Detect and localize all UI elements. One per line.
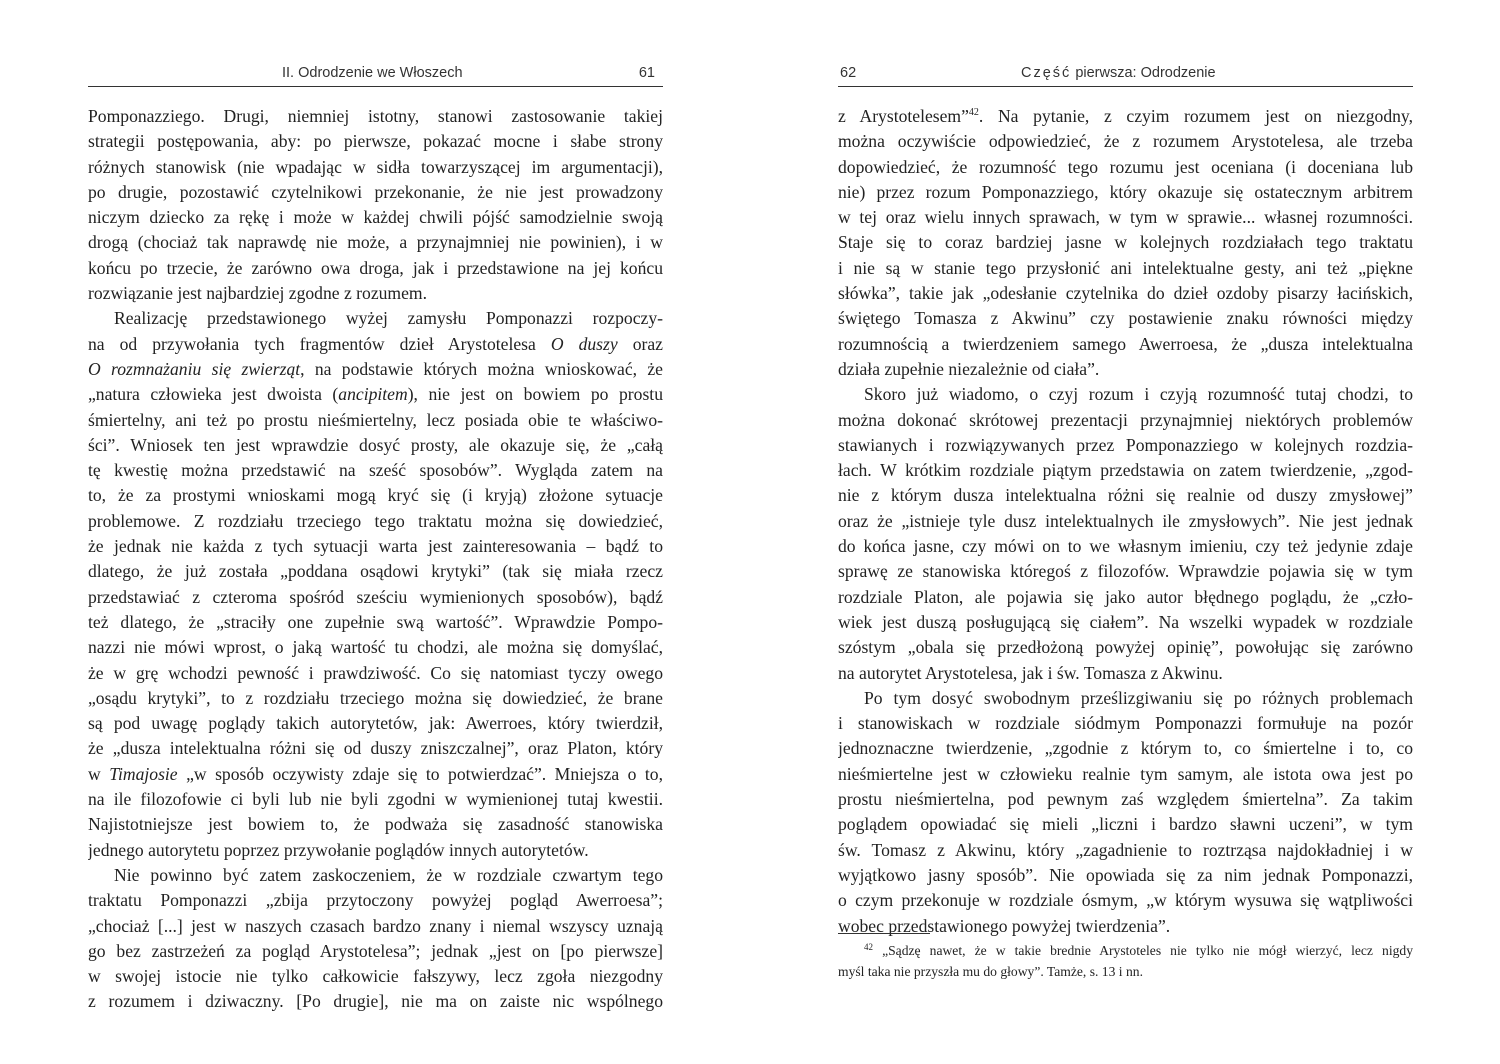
text-line: drogą (chociaż tak naprawdę nie może, a przynajmniej nie powinien), i w [88, 232, 663, 253]
text-line: „osądu krytyki”, to z rozdziału trzeciego można się dowiedzieć, że brane [88, 687, 663, 708]
text-line [838, 104, 1413, 129]
text-run: ), nie jest on bowiem po prostu [407, 384, 663, 405]
footnote-reference: 42 [968, 107, 979, 118]
text-line: dopowiedzieć, że rozumność tego rozumu jest oceniana (i doceniana lub [838, 156, 1413, 177]
text-run: w [88, 763, 110, 784]
text-line [88, 357, 663, 382]
text-line: rozumnością a twierdzeniem samego Awerroesa, że „dusza intelektualna [838, 333, 1413, 354]
text-line: sprawę ze stanowiska któregoś z filozofów. Wprawdzie pojawia się w tym [838, 561, 1413, 582]
text-line: wiek jest duszą posługującą się ciałem”. Na wszelki wypadek w rozdziale [838, 611, 1413, 632]
footnote-marker: 42 [864, 942, 873, 952]
page-number: 62 [840, 65, 857, 81]
text-line: rozdziale Platon, ale pojawia się jako autor błędnego poglądu, że „czło- [838, 586, 1413, 607]
text-line: problemowe. Z rozdziału trzeciego tego traktatu można się dowiedzieć, [88, 510, 663, 531]
text-line: śmiertelny, ani też po prostu nieśmiertelny, lecz posiada obie te właściwo- [88, 409, 663, 430]
text-line: przedstawiać z czteroma spośród sześciu wymienionych sposobów), bądź [88, 586, 663, 607]
text-line: świętego Tomasza z Akwinu” czy postawienie znaku równości między [838, 308, 1413, 329]
text-line: jednoznaczne twierdzenie, „zgodnie z którym to, co śmiertelne i to, co [838, 738, 1413, 759]
text-line: nazzi nie mówi wprost, o jaką wartość tu chodzi, ale można się domyślać, [88, 637, 663, 658]
running-head [838, 62, 1413, 87]
text-line [88, 762, 663, 787]
text-line: go bez zastrzeżeń za pogląd Arystotelesa”; jednak „jest on [po pierwsze] [88, 940, 663, 961]
text-line: i nie są w stanie tego przysłonić ani intelektualne gesty, ani też „piękne [838, 257, 1413, 278]
text-line: poglądem opowiadać się mieli „liczni i bardzo sławni uczeni”, w tym [838, 814, 1413, 835]
text-run: , na podstawie których można wnioskować, że [300, 358, 663, 379]
text-line: ści”. Wniosek ten jest wprawdzie dosyć prosty, ale okazuje się, że „całą [88, 434, 663, 455]
text-line: Staje się to coraz bardziej jasne w kolejnych rozdziałach tego traktatu [838, 232, 1413, 253]
italic-title: ancipitem [338, 384, 408, 405]
footnote-line [838, 940, 1413, 961]
text-run: „w sposób oczywisty zdaje się to potwierdzać”. Mniejsza o to, [177, 763, 663, 784]
running-head-title-rest: pierwsza: Odrodzenie [1071, 65, 1216, 81]
text-line: niczym dziecko za rękę i może w każdej chwili pójść samodzielnie swoją [88, 207, 663, 228]
text-line: po drugie, pozostawić czytelnikowi przekonanie, że nie jest prowadzony [88, 181, 663, 202]
text-line: dlatego, że już została „poddana osądowi krytyki” (tak się miała rzecz [88, 561, 663, 582]
text-line [88, 332, 663, 357]
text-line: można oczywiście odpowiedzieć, że z rozumem Arystotelesa, ale trzeba [838, 131, 1413, 152]
text-line: Najistotniejsze jest bowiem to, że podważa się zasadność stanowiska [88, 814, 663, 835]
text-line: Pomponazziego. Drugi, niemniej istotny, stanowi zastosowanie takiej [88, 106, 663, 126]
text-line: oraz że „istnieje tyle dusz intelektualnych ile zmysłowych”. Nie jest jednak [838, 510, 1413, 531]
text-line: końcu po trzecie, że zarówno owa droga, jak i przedstawione na jej końcu [88, 257, 663, 278]
text-run: oraz [617, 333, 663, 354]
footnote-rule [838, 933, 930, 934]
text-run: z Arystotelesem” [838, 106, 969, 126]
text-line: strategii postępowania, aby: po pierwsze, pokazać mocne i słabe strony [88, 131, 663, 152]
text-line: działa zupełnie niezależnie od ciała”. [838, 358, 1100, 379]
text-line: to, że za prostymi wnioskami mogą kryć się (i kryją) złożone sytuacje [88, 485, 663, 506]
italic-title: O rozmnażaniu się zwierząt [88, 358, 301, 379]
page-body-text [88, 104, 663, 1015]
text-line: że jednak nie każda z tych sytuacji warta jest zainteresowania – bądź to [88, 536, 663, 557]
footnote-line: myśl taka nie przyszła mu do głowy”. Tamże, s. 13 i nn. [838, 964, 1143, 979]
text-line: św. Tomasz z Akwinu, który „zagadnienie to roztrząsa najdokładniej i w [838, 839, 1413, 860]
footnote [838, 940, 1413, 982]
running-head-title-spaced: Część [1021, 65, 1072, 81]
running-head-title: II. Odrodzenie we Włoszech [282, 65, 463, 81]
text-line: Skoro już wiadomo, o czyj rozum i czyją rozumność tutaj chodzi, to [864, 384, 1413, 405]
text-line: stawianych i rozwiązywanych przez Pomponazziego w kolejnych rozdzia- [838, 434, 1413, 455]
text-line: słówka”, takie jak „odesłanie czytelnika do dzieł ozdoby pisarzy łacińskich, [838, 283, 1413, 304]
running-head [88, 62, 663, 87]
italic-title: Timajosie [109, 763, 178, 784]
text-line [88, 382, 663, 407]
text-line: i stanowiskach w rozdziale siódmym Pomponazzi formułuje na pozór [838, 713, 1413, 734]
text-line: w tej oraz wielu innych sprawach, w tym w sprawie... własnej rozumności. [838, 207, 1413, 228]
text-run: . Na pytanie, z czyim rozumem jest on niezgodny, [978, 106, 1413, 126]
text-line: Nie powinno być zatem zaskoczeniem, że w rozdziale czwartym tego [114, 864, 663, 885]
page-body-text [838, 104, 1413, 939]
text-line: prostu nieśmiertelna, pod pewnym zaś względem śmiertelna”. Za takim [838, 789, 1413, 810]
text-line: nie) przez rozum Pomponazziego, który okazuje się ostatecznym arbitrem [838, 181, 1413, 202]
italic-title: O duszy [550, 333, 618, 354]
text-line: w swojej istocie nie tylko całkowicie fałszywy, lecz zgoła niezgodny [88, 966, 663, 987]
text-line: rozwiązanie jest najbardziej zgodne z rozumem. [88, 283, 428, 304]
text-line: szóstym „obala się przedłożoną powyżej opinię”, powołując się zarówno [838, 637, 1413, 658]
text-line: wobec przedstawionego powyżej twierdzenia”. [838, 915, 1171, 936]
text-line: „chociaż [...] jest w naszych czasach bardzo znany i niemal wszyscy uznają [88, 915, 663, 936]
text-line: że w grę wchodzi pewność i prawdziwość. Co się natomiast tyczy owego [88, 662, 663, 683]
text-line: o czym przekonuje w rozdziale ósmym, „w którym wysuwa się wątpliwości [838, 890, 1413, 911]
text-line: nie z którym dusza intelektualna różni się realnie od duszy zmysłowej” [838, 485, 1413, 506]
text-line: na ile filozofowie ci byli lub nie byli zgodni w wymienionej tutaj kwestii. [88, 789, 663, 810]
page-number: 61 [638, 65, 655, 81]
text-line: do końca jasne, czy mówi on to we własnym imieniu, czy też jedynie zdaje [838, 536, 1413, 557]
text-line: Po tym dosyć swobodnym prześlizgiwaniu się po różnych problemach [864, 687, 1413, 708]
footnote-text: „Sądzę nawet, że w takie brednie Arystoteles nie tylko nie mógł wierzyć, lecz nigdy [873, 943, 1413, 958]
text-line: można dokonać skrótowej prezentacji przynajmniej niektórych problemów [838, 409, 1413, 430]
running-head-title [1021, 65, 1216, 81]
text-line: różnych stanowisk (nie wpadając w sidła towarzyszącej im argumentacji), [88, 156, 663, 177]
text-line: też dlatego, że „straciły one zupełnie swą wartość”. Wprawdzie Pompo- [88, 611, 663, 632]
text-line: Realizację przedstawionego wyżej zamysłu Pomponazzi rozpoczy- [114, 308, 663, 329]
text-run: „natura człowieka jest dwoista ( [88, 384, 339, 405]
text-line: wyjątkowo jasny sposób”. Nie opowiada się za nim jednak Pomponazzi, [838, 864, 1413, 885]
text-line: traktatu Pomponazzi „zbija przytoczony powyżej pogląd Awerroesa”; [88, 890, 663, 911]
text-line: z rozumem i dziwaczny. [Po drugie], nie ma on zaiste nic wspólnego [88, 991, 663, 1012]
text-line: są pod uwagę poglądy takich autorytetów, jak: Awerroes, który twierdził, [88, 713, 663, 734]
text-line: jednego autorytetu poprzez przywołanie poglądów innych autorytetów. [88, 839, 589, 860]
text-run: na od przywołania tych fragmentów dzieł Arystotelesa [88, 333, 551, 354]
text-line: nieśmiertelne jest w człowieku realnie tym samym, ale istota owa jest po [838, 763, 1413, 784]
text-line: tę kwestię można przedstawić na sześć sposobów”. Wygląda zatem na [88, 460, 663, 481]
text-line: że „dusza intelektualna różni się od duszy zniszczalnej”, oraz Platon, który [88, 738, 663, 759]
text-line: na autorytet Arystotelesa, jak i św. Tomasza z Akwinu. [838, 662, 1223, 683]
text-line: łach. W krótkim rozdziale piątym przedstawia on zatem twierdzenie, „zgod- [838, 460, 1413, 481]
